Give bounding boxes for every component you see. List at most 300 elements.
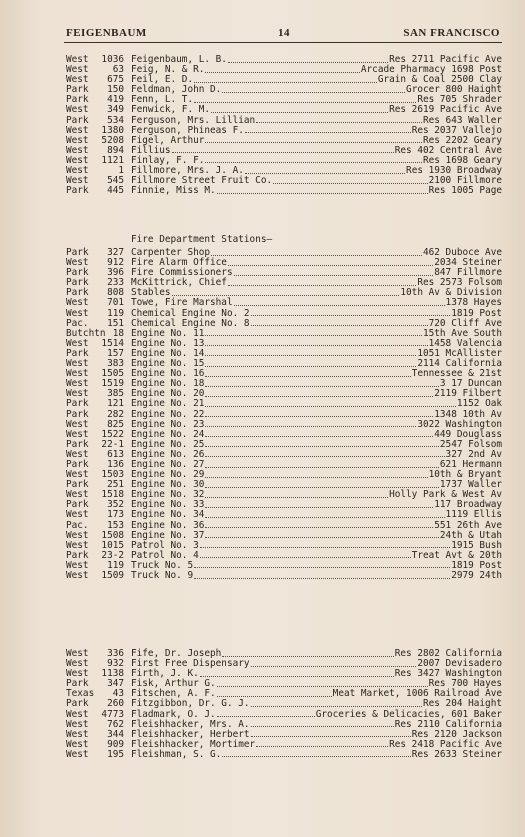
exchange-name: Park (66, 84, 89, 96)
listing-address: 1819 Post (451, 307, 502, 319)
leader-dots (217, 193, 428, 194)
listing-name: Fenn, L. T. (131, 94, 194, 106)
phone-number: 150 (107, 84, 124, 96)
phone-number: 419 (107, 94, 124, 106)
listing-name: Engine No. 26 (131, 448, 205, 460)
phone-number: 1505 (101, 368, 124, 380)
listing-address: 1152 Oak (456, 398, 502, 410)
phone-number: 43 (112, 688, 124, 700)
listing-name: Engine No. 36 (131, 519, 205, 531)
leader-dots (194, 102, 416, 103)
listing-address: 1051 McAllister (417, 347, 502, 359)
exchange-name: West (66, 154, 89, 166)
exchange-name: West (66, 570, 89, 581)
listing-address: 1458 Valencia (428, 337, 502, 349)
listing-name: Fillius (131, 144, 171, 156)
leader-dots (200, 676, 394, 677)
phone-number: 808 (107, 287, 124, 299)
leader-dots (251, 706, 422, 707)
listing-row (0, 186, 525, 196)
leader-dots (205, 386, 439, 387)
exchange-name: West (66, 124, 89, 136)
leader-dots (205, 162, 422, 163)
exchange-name: Park (66, 549, 89, 561)
leader-dots (222, 656, 393, 657)
listing-name: Fenwick, F. M. (131, 104, 211, 116)
leader-dots (256, 122, 422, 123)
phone-number: 136 (107, 458, 124, 470)
phone-number: 383 (107, 358, 124, 370)
listing-address: 462 Duboce Ave (422, 247, 502, 258)
listing-name: Engine No. 32 (131, 489, 205, 501)
leader-dots (256, 746, 388, 747)
phone-number: 63 (112, 64, 124, 76)
listing-address: 847 Fillmore (434, 267, 502, 279)
listing-name: Stables (131, 287, 171, 299)
phone-number: 534 (107, 114, 124, 126)
exchange-name: West (66, 658, 89, 670)
page-number: 14 (278, 27, 290, 39)
phone-number: 347 (107, 678, 124, 690)
leader-dots (205, 396, 433, 397)
listing-name: Engine No. 18 (131, 378, 205, 390)
phone-number: 912 (107, 257, 124, 269)
listing-name: Engine No. 13 (131, 337, 205, 349)
listing-address: 3 17 Duncan (439, 378, 502, 390)
listing-name: Truck No. 5 (131, 559, 194, 571)
leader-dots (205, 507, 433, 508)
listing-address: 10th & Bryant (428, 469, 502, 481)
phone-number: 119 (107, 307, 124, 319)
leader-dots (245, 173, 405, 174)
leader-dots (205, 406, 455, 407)
listing-name: Fillmore, Mrs. J. A. (131, 165, 244, 177)
listing-address: Res 2573 Folsom (417, 277, 502, 289)
listing-address: 2114 California (417, 358, 502, 370)
listing-name: McKittrick, Chief (131, 277, 227, 289)
listing-name: Engine No. 24 (131, 428, 205, 440)
phone-number: 1380 (101, 124, 124, 136)
listing-row (0, 571, 525, 581)
listing-name: Finnie, Miss M. (131, 185, 216, 197)
leader-dots (205, 446, 439, 447)
phone-number: 1514 (101, 337, 124, 349)
phone-number: 22-1 (101, 438, 124, 450)
listing-address: Res 402 Central Ave (394, 144, 502, 156)
leader-dots (205, 517, 444, 518)
listing-name: Patrol No. 4 (131, 549, 199, 561)
listing-name: Fitschen, A. F. (131, 688, 216, 700)
listing-address: 2119 Filbert (434, 388, 502, 400)
leader-dots (205, 335, 422, 336)
exchange-name: Park (66, 347, 89, 359)
listing-entry (131, 399, 502, 409)
listing-name: Engine No. 33 (131, 499, 205, 511)
listing-address: Res 1930 Broadway (406, 165, 502, 177)
listing-address: Arcade Pharmacy 1698 Post (360, 64, 502, 76)
listing-name: Feig, N. & R. (131, 64, 205, 76)
exchange-name: West (66, 297, 89, 309)
phone-number: 1 (118, 165, 124, 177)
leader-dots (205, 376, 410, 377)
exchange-name: Park (66, 267, 89, 279)
leader-dots (205, 456, 444, 457)
leader-dots (172, 152, 394, 153)
listing-name: Engine No. 14 (131, 347, 205, 359)
exchange-name: West (66, 428, 89, 440)
phone-number: 1138 (101, 668, 124, 680)
exchange-name: Park (66, 247, 89, 258)
exchange-name: Park (66, 398, 89, 410)
listing-name: Fladmark, O. J. (131, 708, 216, 720)
listing-address: 15th Ave South (422, 327, 502, 339)
listing-address: Tennessee & 21st (411, 368, 502, 380)
leader-dots (205, 72, 360, 73)
phone-number: 1503 (101, 469, 124, 481)
leader-dots (222, 92, 405, 93)
listing-entry (131, 571, 502, 581)
leader-dots (217, 716, 315, 717)
leader-dots (251, 666, 417, 667)
listing-address: 1915 Bush (451, 539, 502, 551)
leader-dots (200, 557, 411, 558)
exchange-name: West (66, 718, 89, 730)
listing-name: Engine No. 30 (131, 479, 205, 491)
phone-number: 151 (107, 317, 124, 329)
listing-name: Engine No. 15 (131, 358, 205, 370)
leader-dots (194, 567, 450, 568)
listing-name: Feldman, John D. (131, 84, 222, 96)
leader-dots (200, 547, 450, 548)
listing-address: 2100 Fillmore (428, 175, 502, 187)
listing-group-fire-stations (0, 248, 525, 581)
exchange-name: Park (66, 408, 89, 420)
listing-name: Chemical Engine No. 2 (131, 307, 250, 319)
leader-dots (217, 686, 428, 687)
phone-number: 4773 (101, 708, 124, 720)
listing-name: Engine No. 25 (131, 438, 205, 450)
listing-name: Fillmore Street Fruit Co. (131, 175, 273, 187)
listing-address: 1378 Hayes (445, 297, 502, 309)
leader-dots (211, 255, 422, 256)
listing-name: Fleishhacker, Herbert (131, 728, 250, 740)
exchange-name: West (66, 165, 89, 177)
page-header (66, 27, 500, 41)
listing-name: Carpenter Shop (131, 247, 211, 258)
leader-dots (211, 112, 388, 113)
exchange-name: Park (66, 185, 89, 197)
listing-address: 621 Hermann (439, 458, 502, 470)
listing-name: Fleishhacker, Mortimer (131, 738, 256, 750)
phone-number: 762 (107, 718, 124, 730)
leader-dots (251, 325, 428, 326)
listing-name: Engine No. 20 (131, 388, 205, 400)
leader-dots (228, 285, 416, 286)
exchange-name: Park (66, 287, 89, 299)
listing-address: Res 204 Haight (422, 698, 502, 710)
listing-address: 327 2nd Av (445, 448, 502, 460)
exchange-name: Park (66, 499, 89, 511)
listing-name: First Free Dispensary (131, 658, 250, 670)
listing-address: 2034 Steiner (434, 257, 502, 269)
phone-number: 613 (107, 448, 124, 460)
exchange-name: Park (66, 678, 89, 690)
exchange-name: West (66, 748, 89, 760)
phone-number: 344 (107, 728, 124, 740)
exchange-name: West (66, 668, 89, 680)
listing-name: Ferguson, Mrs. Lillian (131, 114, 256, 126)
listing-address: Res 1698 Geary (422, 154, 502, 166)
leader-dots (205, 366, 416, 367)
listing-address: 1348 10th Av (434, 408, 502, 420)
listing-address: 2979 24th (451, 570, 502, 581)
phone-number: 251 (107, 479, 124, 491)
exchange-name: West (66, 648, 89, 659)
listing-address: Holly Park & West Av (389, 489, 502, 501)
listing-address: Treat Avt & 20th (411, 549, 502, 561)
listing-name: Fire Commissioners (131, 267, 233, 279)
leader-dots (234, 305, 445, 306)
exchange-name: West (66, 134, 89, 146)
phone-number: 121 (107, 398, 124, 410)
listing-entry (131, 186, 502, 196)
listing-address: Res 2633 Steiner (411, 748, 502, 760)
listing-address: Res 700 Hayes (428, 678, 502, 690)
phone-number: 233 (107, 277, 124, 289)
listing-address: Res 2037 Vallejo (411, 124, 502, 136)
listing-address: Res 643 Waller (422, 114, 502, 126)
leader-dots (194, 82, 377, 83)
phone-number: 1519 (101, 378, 124, 390)
exchange-name: West (66, 509, 89, 521)
listing-address: 3022 Washington (417, 418, 502, 430)
listing-address: 1819 Post (451, 559, 502, 571)
fire-department-heading: Fire Department Stations— (131, 234, 273, 245)
leader-dots (251, 736, 411, 737)
listing-address: Res 2202 Geary (422, 134, 502, 146)
listing-name: Figel, Arthur (131, 134, 205, 146)
listing-name: Fitzgibbon, Dr. G. J. (131, 698, 250, 710)
listing-name: Patrol No. 3 (131, 539, 199, 551)
listing-name: Finlay, F. F. (131, 154, 205, 166)
leader-dots (194, 578, 450, 579)
phone-number: 396 (107, 267, 124, 279)
leader-dots (217, 696, 332, 697)
listing-address: 10th Av & Division (400, 287, 502, 299)
listing-address: 24th & Utah (439, 529, 502, 541)
listing-name: Chemical Engine No. 8 (131, 317, 250, 329)
leader-dots (222, 756, 410, 757)
phone-number: 260 (107, 698, 124, 710)
phone-number: 282 (107, 408, 124, 420)
exchange-name: West (66, 175, 89, 187)
exchange-name: West (66, 738, 89, 750)
phone-number: 1015 (101, 539, 124, 551)
listing-row (0, 399, 525, 409)
listing-entry (131, 750, 502, 760)
phone-number: 349 (107, 104, 124, 116)
listing-address: Res 2120 Jackson (411, 728, 502, 740)
listing-name: Firth, J. K. (131, 668, 199, 680)
listing-address: Res 2619 Pacific Ave (389, 104, 502, 116)
header-rule (64, 42, 502, 43)
phone-number: 352 (107, 499, 124, 511)
listing-name: Truck No. 9 (131, 570, 194, 581)
phone-number: 1121 (101, 154, 124, 166)
phone-number: 1509 (101, 570, 124, 581)
exchange-name: West (66, 337, 89, 349)
exchange-name: West (66, 728, 89, 740)
listing-address: 2007 Devisadero (417, 658, 502, 670)
listing-address: 449 Douglass (434, 428, 502, 440)
phone-number: 909 (107, 738, 124, 750)
listing-name: Engine No. 22 (131, 408, 205, 420)
exchange-name: West (66, 469, 89, 481)
phone-number: 385 (107, 388, 124, 400)
listing-address: Meat Market, 1006 Railroad Ave (332, 688, 502, 700)
listing-address: Res 1005 Page (428, 185, 502, 197)
phone-number: 701 (107, 297, 124, 309)
leader-dots (228, 62, 388, 63)
leader-dots (205, 497, 388, 498)
phone-number: 675 (107, 74, 124, 86)
exchange-name: Texas (66, 688, 95, 700)
listing-address: Res 3427 Washington (394, 668, 502, 680)
exchange-name: West (66, 358, 89, 370)
listing-address: Groceries & Delicacies, 601 Baker (315, 708, 502, 720)
listing-name: Ferguson, Phineas F. (131, 124, 244, 136)
listing-address: Res 2418 Pacific Ave (389, 738, 502, 750)
exchange-name: West (66, 104, 89, 116)
phone-number: 894 (107, 144, 124, 156)
listing-name: Engine No. 37 (131, 529, 205, 541)
listing-name: Fisk, Arthur G. (131, 678, 216, 690)
listing-name: Engine No. 29 (131, 469, 205, 481)
leader-dots (228, 265, 433, 266)
leader-dots (251, 726, 394, 727)
listing-name: Engine No. 34 (131, 509, 205, 521)
exchange-name: Park (66, 438, 89, 450)
exchange-name: West (66, 708, 89, 720)
listing-name: Engine No. 23 (131, 418, 205, 430)
listing-name: Engine No. 21 (131, 398, 205, 410)
phone-number: 119 (107, 559, 124, 571)
leader-dots (273, 183, 428, 184)
leader-dots (205, 527, 433, 528)
listing-name: Feil, E. D. (131, 74, 194, 86)
listing-address: Res 2110 California (394, 718, 502, 730)
phone-number: 825 (107, 418, 124, 430)
exchange-name: Pac. (66, 519, 89, 531)
listing-address: 1119 Ellis (445, 509, 502, 521)
leader-dots (251, 315, 451, 316)
listing-address: Grocer 800 Haight (406, 84, 502, 96)
leader-dots (205, 487, 439, 488)
exchange-name: West (66, 74, 89, 86)
listing-name: Fleishman, S. G. (131, 748, 222, 760)
exchange-name: West (66, 368, 89, 380)
exchange-name: Park (66, 94, 89, 106)
listing-name: Feigenbaum, L. B. (131, 54, 227, 65)
exchange-name: West (66, 529, 89, 541)
listing-address: 720 Cliff Ave (428, 317, 502, 329)
header-left-name: FEIGENBAUM (66, 27, 147, 39)
exchange-name: West (66, 54, 89, 65)
listing-address: 1737 Waller (439, 479, 502, 491)
listing-address: 551 26th Ave (434, 519, 502, 531)
listing-row (0, 750, 525, 760)
leader-dots (205, 416, 433, 417)
phone-number: 1518 (101, 489, 124, 501)
phone-number: 157 (107, 347, 124, 359)
exchange-name: Park (66, 479, 89, 491)
listing-address: Res 705 Shrader (417, 94, 502, 106)
listing-name: Engine No. 11 (131, 327, 205, 339)
exchange-name: West (66, 559, 89, 571)
leader-dots (205, 355, 416, 356)
exchange-name: West (66, 307, 89, 319)
phone-number: 336 (107, 648, 124, 659)
leader-dots (205, 142, 422, 143)
listing-name: Engine No. 16 (131, 368, 205, 380)
listing-address: 117 Broadway (434, 499, 502, 511)
exchange-name: Park (66, 458, 89, 470)
listing-name: Towe, Fire Marshal (131, 297, 233, 309)
exchange-name: West (66, 448, 89, 460)
exchange-name: West (66, 539, 89, 551)
leader-dots (205, 537, 439, 538)
listing-address: Grain & Coal 2500 Clay (377, 74, 502, 86)
header-city: SAN FRANCISCO (403, 27, 500, 39)
phone-number: 545 (107, 175, 124, 187)
exchange-name: West (66, 418, 89, 430)
exchange-name: Pac. (66, 317, 89, 329)
phone-number: 1508 (101, 529, 124, 541)
phone-number: 1522 (101, 428, 124, 440)
phone-number: 327 (107, 247, 124, 258)
exchange-name: West (66, 144, 89, 156)
listing-group-fi-names (0, 649, 525, 760)
leader-dots (245, 132, 411, 133)
exchange-name: West (66, 388, 89, 400)
phone-number: 932 (107, 658, 124, 670)
phone-number: 1036 (101, 54, 124, 65)
listing-group-f-names (0, 55, 525, 196)
listing-name: Fleishhacker, Mrs. A. (131, 718, 250, 730)
listing-name: Fire Alarm Office (131, 257, 227, 269)
exchange-name: West (66, 489, 89, 501)
phone-number: 445 (107, 185, 124, 197)
leader-dots (205, 477, 427, 478)
listing-name: Fife, Dr. Joseph (131, 648, 222, 659)
exchange-name: Park (66, 114, 89, 126)
phone-number: 195 (107, 748, 124, 760)
exchange-name: Park (66, 277, 89, 289)
leader-dots (205, 436, 433, 437)
leader-dots (205, 345, 427, 346)
exchange-name: West (66, 64, 89, 76)
phone-number: 173 (107, 509, 124, 521)
leader-dots (172, 295, 400, 296)
exchange-name: West (66, 378, 89, 390)
phone-number: 18 (112, 327, 124, 339)
listing-address: Res 2802 California (394, 648, 502, 659)
leader-dots (205, 467, 439, 468)
leader-dots (205, 426, 416, 427)
listing-name: Engine No. 27 (131, 458, 205, 470)
listing-address: Res 2711 Pacific Ave (389, 54, 502, 65)
exchange-name: Park (66, 698, 89, 710)
